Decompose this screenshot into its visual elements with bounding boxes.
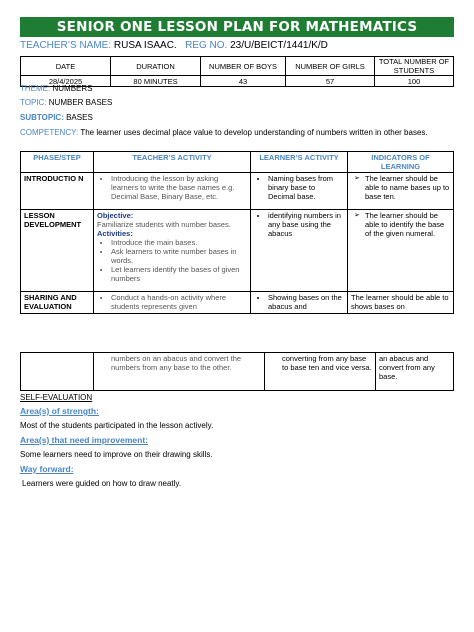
way-forward-heading: Way forward: bbox=[20, 464, 74, 474]
info-value-cell: 100 bbox=[375, 76, 454, 87]
sharing-learner-activity: • Showing bases on the abacus and bbox=[268, 293, 344, 311]
development-learner-activity: • identifying numbers in any base using the abacus bbox=[268, 211, 344, 238]
activity-item: • Introduce the main bases. bbox=[111, 238, 247, 247]
topic-value: NUMBER BASES bbox=[48, 98, 113, 107]
info-value-cell: 57 bbox=[286, 76, 375, 87]
teacher-name-label: TEACHER’S NAME: bbox=[20, 40, 112, 51]
subtopic-label: SUBTOPIC: bbox=[20, 113, 64, 122]
info-value-cell: 43 bbox=[201, 76, 286, 87]
continuation-phase bbox=[21, 353, 94, 391]
intro-learner-activity: • Naming bases from binary base to Decimal base. bbox=[268, 174, 344, 201]
activities-list bbox=[97, 238, 247, 283]
topic-line bbox=[20, 98, 112, 107]
activities-label: Activities: bbox=[97, 229, 133, 238]
continuation-teacher: numbers on an abacus and convert the numbers from any base to the other. bbox=[94, 353, 265, 391]
intro-indicator: ➢ The learner should be able to name bases up to base ten. bbox=[365, 174, 450, 201]
development-learner-cell bbox=[251, 210, 348, 292]
plan-header-cell: INDICATORS OF LEARNING bbox=[348, 152, 454, 173]
info-value-cell: 80 MINUTES bbox=[111, 76, 201, 87]
improvement-heading: Area(s) that need improvement: bbox=[20, 435, 148, 445]
activity-item: • Let learners identify the bases of given numbers bbox=[111, 265, 247, 283]
theme-value: NUMBERS bbox=[52, 84, 93, 93]
plan-header-row bbox=[21, 152, 454, 173]
intro-teacher-activity: • Introducing the lesson by asking learners to write the base names e.g. Decimal Base, Binary Base, etc. bbox=[111, 174, 247, 201]
sharing-indicator: The learner should be able to shows bases on bbox=[348, 292, 454, 314]
continuation-learner: converting from any base to base ten and vice versa. bbox=[265, 353, 376, 391]
info-header-cell: NUMBER OF BOYS bbox=[201, 57, 286, 76]
sharing-row bbox=[21, 292, 454, 314]
sharing-learner-cell bbox=[251, 292, 348, 314]
page-title: SENIOR ONE LESSON PLAN FOR MATHEMATICS bbox=[20, 17, 454, 37]
competency-value: The learner uses decimal place value to develop understanding of numbers written in other bases. bbox=[80, 128, 428, 137]
subtopic-value: BASES bbox=[66, 113, 93, 122]
continuation-table bbox=[20, 352, 454, 391]
objective-text: Familiarize students with number bases. bbox=[97, 220, 231, 229]
theme-line bbox=[20, 84, 92, 93]
competency-label: COMPETENCY: bbox=[20, 128, 79, 137]
info-header-cell: TOTAL NUMBER OF STUDENTS bbox=[375, 57, 454, 76]
improvement-text: Some learners need to improve on their drawing skills. bbox=[20, 450, 213, 459]
teacher-name: RUSA ISAAC. bbox=[113, 40, 177, 51]
subtopic-line bbox=[20, 113, 93, 122]
info-value-cell: 28/4/2025 bbox=[21, 76, 111, 87]
objective-label: Objective: bbox=[97, 211, 134, 220]
teacher-line bbox=[20, 40, 328, 51]
theme-label: THEME: bbox=[20, 84, 51, 93]
intro-row bbox=[21, 173, 454, 210]
lesson-info-table bbox=[20, 56, 454, 87]
intro-phase: INTRODUCTIO N bbox=[21, 173, 94, 210]
topic-label: TOPIC: bbox=[20, 98, 47, 107]
reg-no: 23/U/BEICT/1441/K/D bbox=[230, 40, 328, 51]
self-evaluation-heading: SELF-EVALUATION bbox=[20, 393, 93, 402]
intro-indicator-cell bbox=[348, 173, 454, 210]
development-phase: LESSON DEVELOPMENT bbox=[21, 210, 94, 292]
intro-learner-cell bbox=[251, 173, 348, 210]
lesson-plan-table bbox=[20, 151, 454, 314]
competency-line bbox=[20, 127, 454, 138]
plan-header-cell: PHASE/STEP bbox=[21, 152, 94, 173]
intro-teacher-cell bbox=[94, 173, 251, 210]
info-header-cell: DURATION bbox=[111, 57, 201, 76]
sharing-teacher-cell bbox=[94, 292, 251, 314]
strength-heading: Area(s) of strength: bbox=[20, 406, 99, 416]
info-header-cell: NUMBER OF GIRLS bbox=[286, 57, 375, 76]
plan-header-cell: LEARNER’S ACTIVITY bbox=[251, 152, 348, 173]
development-indicator: ➢ The learner should be able to identify the base of the given numeral. bbox=[365, 211, 450, 238]
reg-no-label: REG NO. bbox=[185, 40, 228, 51]
continuation-indicator: an abacus and convert from any base. bbox=[376, 353, 454, 391]
way-forward-text: Learners were guided on how to draw neatly. bbox=[22, 479, 182, 488]
development-row bbox=[21, 210, 454, 292]
info-header-row bbox=[21, 57, 454, 76]
plan-header-cell: TEACHER’S ACTIVITY bbox=[94, 152, 251, 173]
activity-item: • Ask learners to write number bases in words. bbox=[111, 247, 247, 265]
strength-text: Most of the students participated in the lesson actively. bbox=[20, 421, 214, 430]
sharing-teacher-activity: • Conduct a hands-on activity where students represents given bbox=[111, 293, 247, 311]
continuation-row bbox=[21, 353, 454, 391]
info-header-cell: DATE bbox=[21, 57, 111, 76]
development-teacher-cell bbox=[94, 210, 251, 292]
development-indicator-cell bbox=[348, 210, 454, 292]
sharing-phase: SHARING AND EVALUATION bbox=[21, 292, 94, 314]
